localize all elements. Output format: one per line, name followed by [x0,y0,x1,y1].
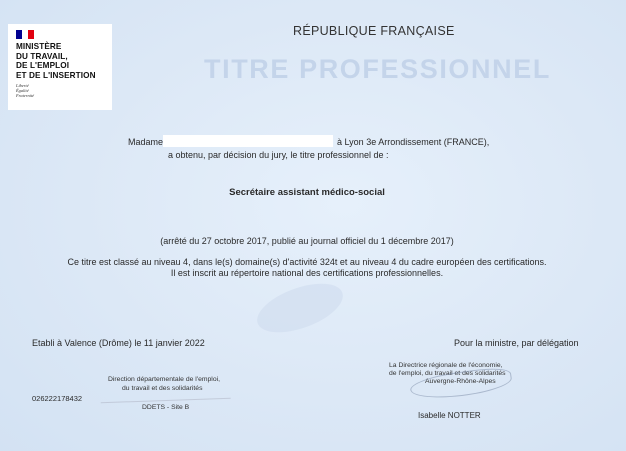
diploma-name: Secrétaire assistant médico-social [229,187,385,198]
level-statement: Ce titre est classé au niveau 4, dans le(s) domaine(s) d'activité 324t et au niveau 4 du cadre européen des certifications. [67,257,547,267]
logo-motto [16,83,106,98]
registry-statement: Il est inscrit au répertoire national des certifications professionnelles. [170,268,444,278]
stamp-right-line-3: Auvergne-Rhône-Alpes [425,378,496,385]
motto-fraternite: Fraternité [16,93,35,99]
motto-liberte: Liberté [16,83,29,89]
flag-red-stripe [28,30,34,39]
established-date: Etabli à Valence (Drôme) le 11 janvier 2022 [32,338,205,348]
recipient-title: Madame [128,137,164,147]
ministry-logo [8,24,112,110]
certificate-number: 026222178432 [32,394,83,403]
document-title: TITRE PROFESSIONNEL [204,54,551,84]
decree-reference: (arrêté du 27 octobre 2017, publié au journal officiel du 1 décembre 2017) [160,236,454,246]
redacted-name [163,135,333,147]
jury-decision: a obtenu, par décision du jury, le titre professionnel de : [168,150,389,160]
logo-line-2: DU TRAVAIL, [16,51,68,61]
stamp-left-line-3: DDETS - Site B [142,404,190,411]
stamp-left-line-2: du travail et des solidarités [122,385,203,392]
motto-egalite: Égalité [16,88,29,94]
logo-line-1: MINISTÈRE [16,42,62,51]
stamp-right-line-2: de l'emploi, du travail et des solidarités [389,370,506,377]
signatory-name: Isabelle NOTTER [418,411,481,420]
birthplace: à Lyon 3e Arrondissement (FRANCE), [337,137,490,147]
stamp-right-line-1: La Directrice régionale de l'économie, [389,362,503,369]
logo-line-3: DE L'EMPLOI [16,61,70,71]
logo-line-4: ET DE L'INSERTION [16,70,96,80]
delegation-text: Pour la ministre, par délégation [454,338,579,348]
watermark-emblem [251,274,349,342]
republic-heading: RÉPUBLIQUE FRANÇAISE [293,24,455,38]
marianne-flag-icon [16,30,34,39]
stamp-left-line-1: Direction départementale de l'emploi, [108,376,220,383]
